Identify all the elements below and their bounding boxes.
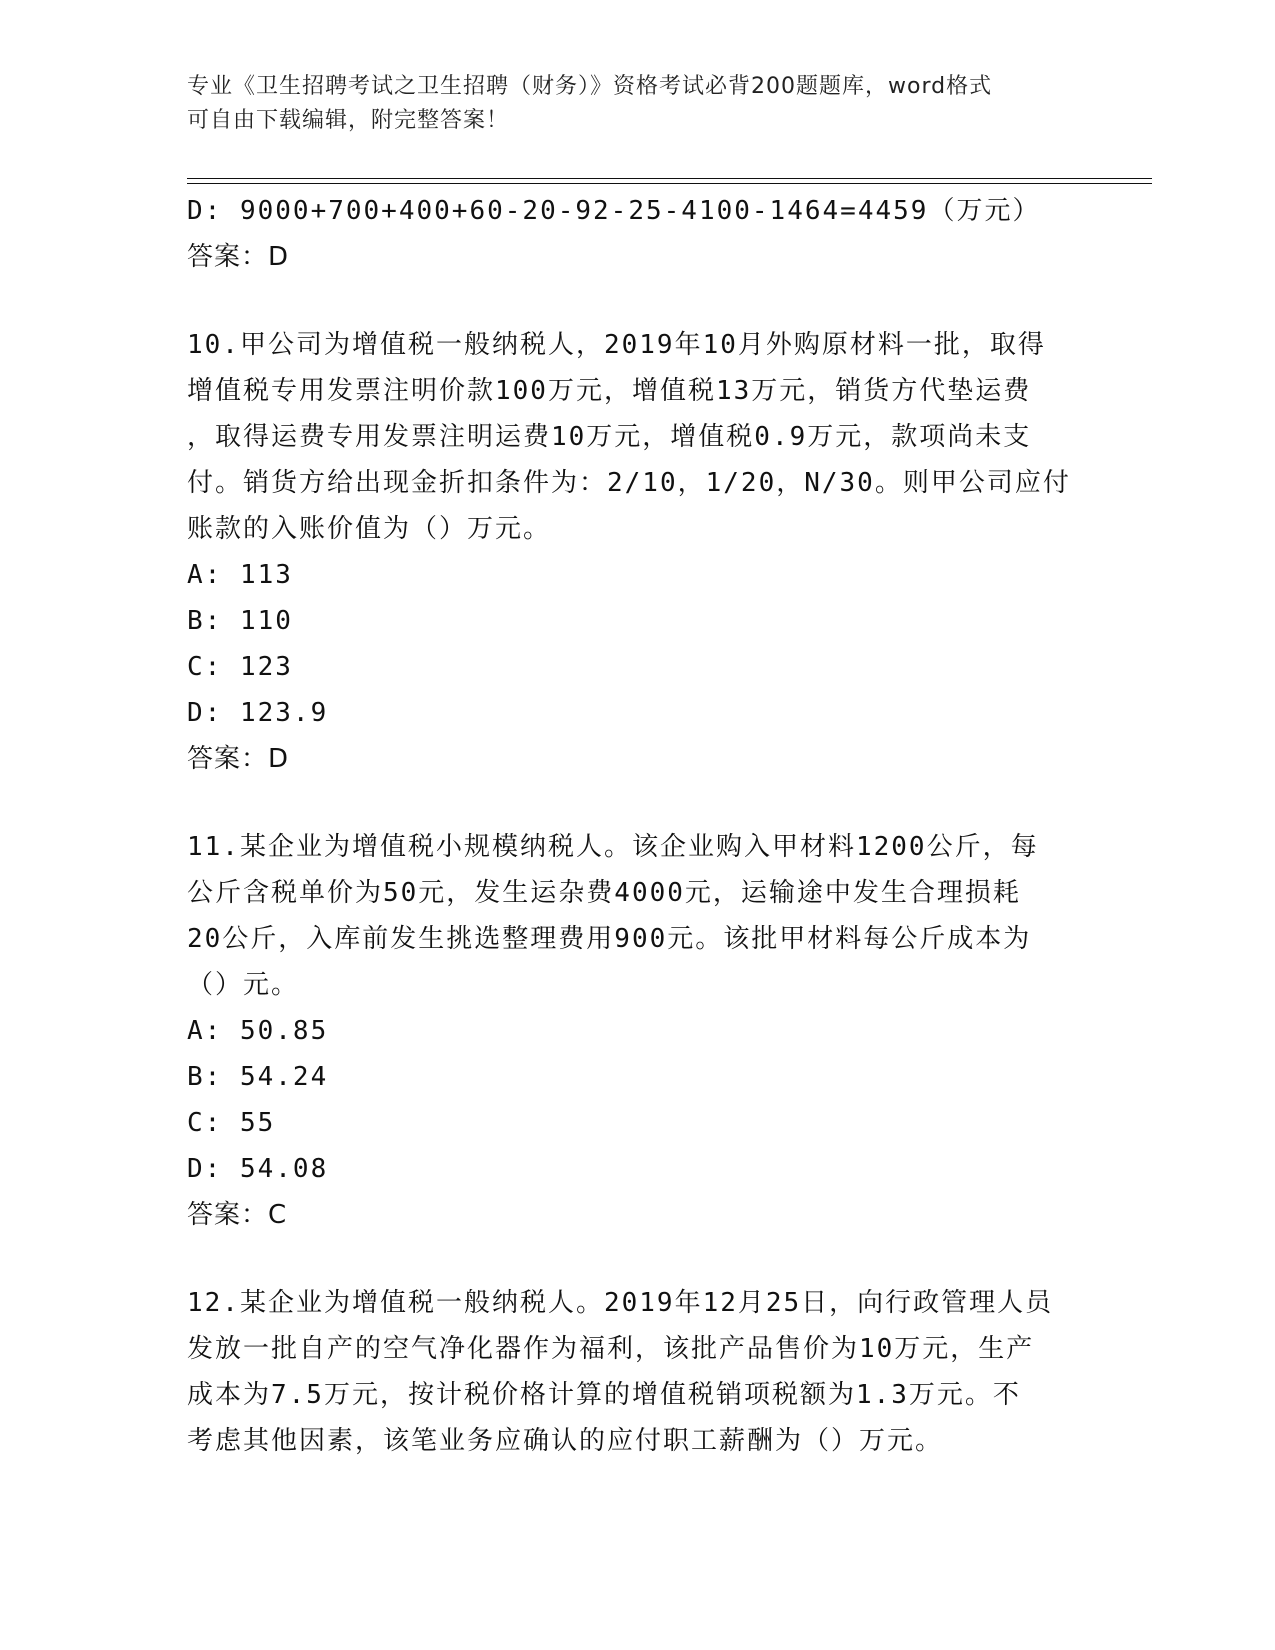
q12-text-line: 发放一批自产的空气净化器作为福利，该批产品售价为10万元，生产 bbox=[187, 1334, 1035, 1364]
q10-text-line: ，取得运费专用发票注明运费10万元，增值税0.9万元，款项尚未支 bbox=[187, 422, 1032, 452]
q11-option-b: B: 54.24 bbox=[187, 1062, 329, 1092]
q10-option-b: B: 110 bbox=[187, 606, 293, 636]
q10-option-d: D: 123.9 bbox=[187, 698, 329, 728]
spacer bbox=[187, 280, 1077, 322]
q9-answer: 答案：D bbox=[187, 242, 290, 272]
header-rule-bottom bbox=[187, 183, 1152, 184]
q10-text-line: 账款的入账价值为（）万元。 bbox=[187, 514, 552, 544]
q10-option-c: C: 123 bbox=[187, 652, 293, 682]
spacer bbox=[187, 1238, 1077, 1280]
q11-text-line: （）元。 bbox=[187, 970, 300, 1000]
q11-option-c: C: 55 bbox=[187, 1108, 276, 1138]
spacer bbox=[187, 782, 1077, 824]
question-12 bbox=[187, 1280, 1077, 1464]
header-line-1: 专业《卫生招聘考试之卫生招聘（财务）》资格考试必背200题题库，word格式 bbox=[187, 74, 993, 99]
q12-text-line: 成本为7.5万元，按计税价格计算的增值税销项税额为1.3万元。不 bbox=[187, 1380, 1021, 1410]
q10-option-a: A: 113 bbox=[187, 560, 293, 590]
q11-answer: 答案：C bbox=[187, 1200, 288, 1230]
q11-option-a: A: 50.85 bbox=[187, 1016, 329, 1046]
q10-text-line: 增值税专用发票注明价款100万元，增值税13万元，销货方代垫运费 bbox=[187, 376, 1032, 406]
q12-text-line: 考虑其他因素，该笔业务应确认的应付职工薪酬为（）万元。 bbox=[187, 1426, 944, 1456]
q11-text-line: 11.某企业为增值税小规模纳税人。该企业购入甲材料1200公斤，每 bbox=[187, 832, 1039, 862]
q11-text-line: 20公斤，入库前发生挑选整理费用900元。该批甲材料每公斤成本为 bbox=[187, 924, 1032, 954]
q10-answer: 答案：D bbox=[187, 744, 290, 774]
q9-option-d: D: 9000+700+400+60-20-92-25-4100-1464=4459（万元） bbox=[187, 196, 1041, 226]
question-11 bbox=[187, 824, 1077, 1238]
q12-text-line: 12.某企业为增值税一般纳税人。2019年12月25日，向行政管理人员 bbox=[187, 1288, 1054, 1318]
question-9-tail bbox=[187, 188, 1077, 280]
header-line-2: 可自由下载编辑，附完整答案！ bbox=[187, 108, 510, 133]
q11-text-line: 公斤含税单价为50元，发生运杂费4000元，运输途中发生合理损耗 bbox=[187, 878, 1021, 908]
question-10 bbox=[187, 322, 1077, 782]
header-rule-top bbox=[187, 178, 1152, 179]
q10-text-line: 10.甲公司为增值税一般纳税人，2019年10月外购原材料一批，取得 bbox=[187, 330, 1046, 360]
document-header bbox=[187, 70, 1087, 138]
document-body bbox=[187, 188, 1077, 1464]
q10-text-line: 付。销货方给出现金折扣条件为：2/10，1/20，N/30。则甲公司应付 bbox=[187, 468, 1071, 498]
q11-option-d: D: 54.08 bbox=[187, 1154, 329, 1184]
